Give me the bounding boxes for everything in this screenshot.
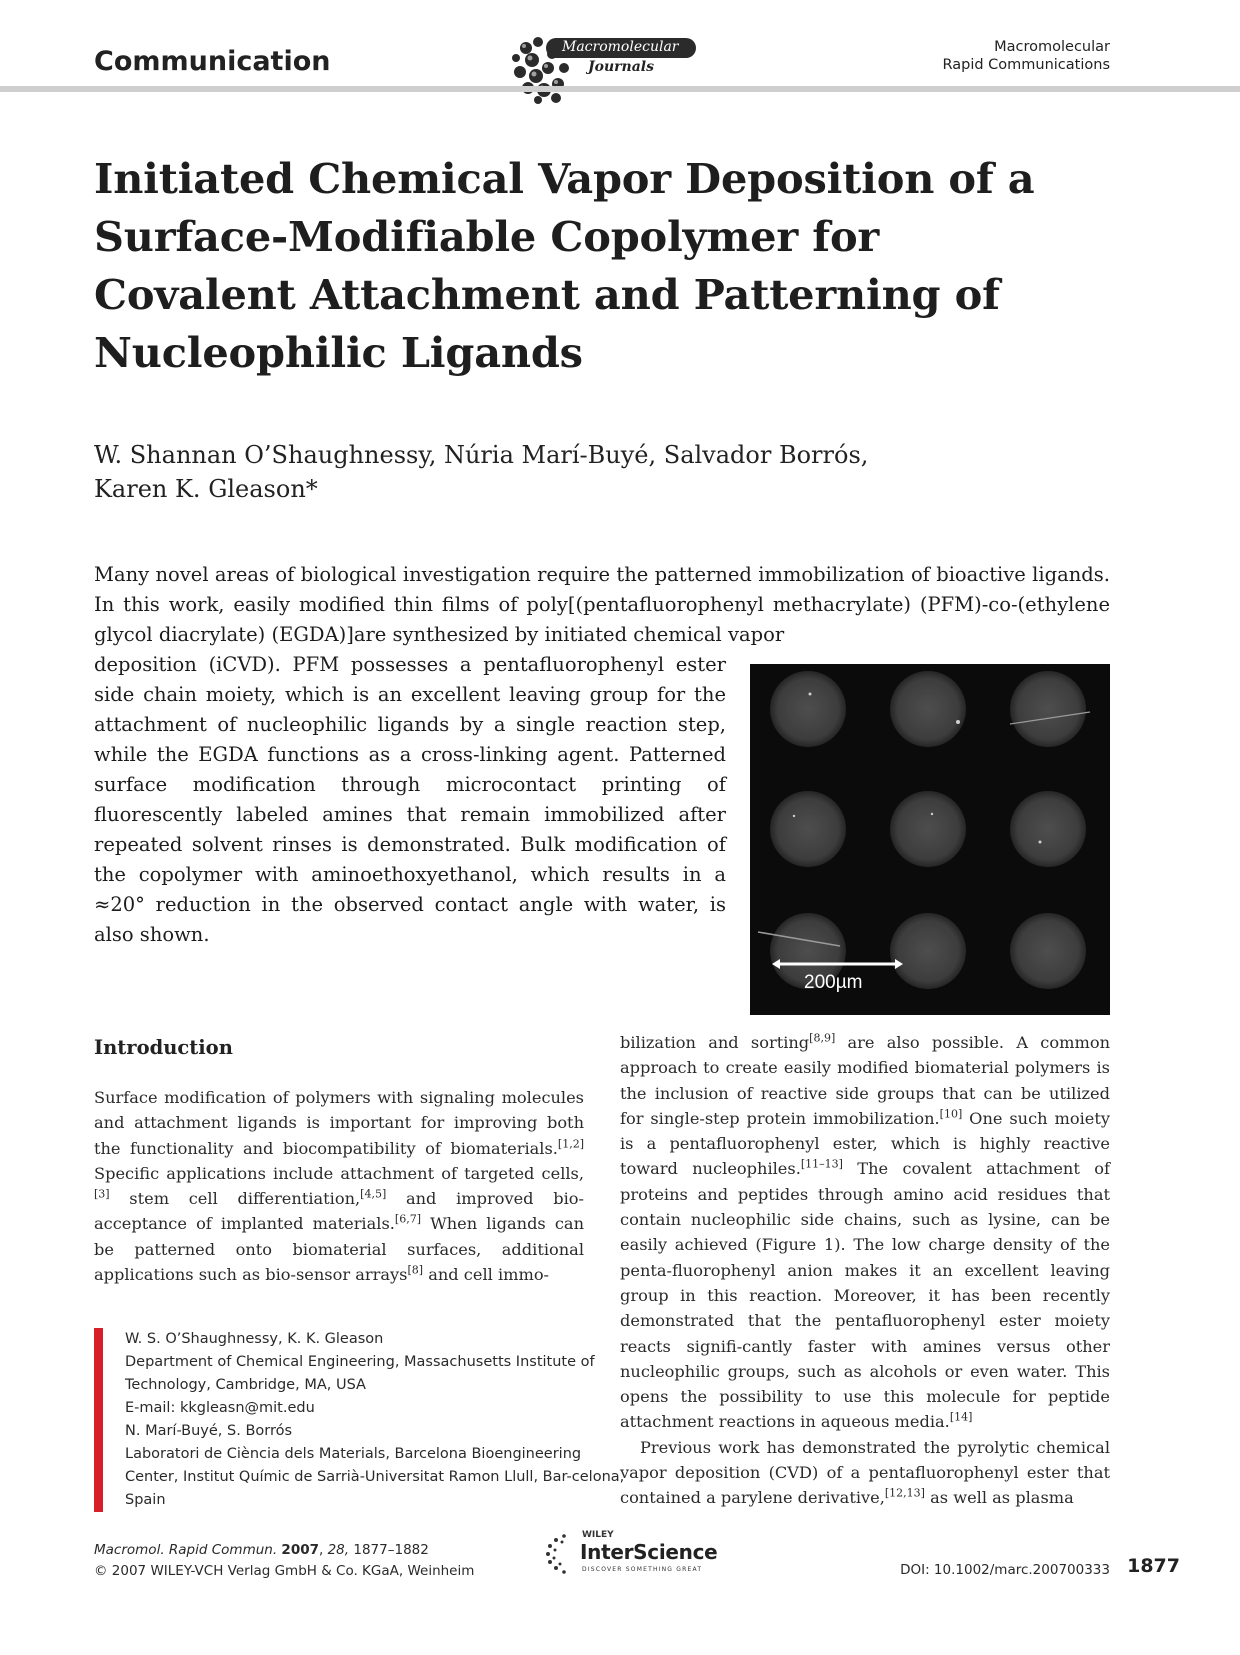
introduction-heading: Introduction: [94, 1036, 233, 1059]
authors-line2: Karen K. Gleason*: [94, 475, 318, 503]
interscience-brand: InterScience: [580, 1540, 718, 1564]
authors-line1: W. Shannan O’Shaughnessy, Núria Marí-Buyé, Salvador Borrós,: [94, 441, 869, 469]
logo-text-macromolecular: Macromolecular: [562, 39, 679, 55]
authors: [94, 438, 994, 506]
footer-citation: [94, 1540, 474, 1582]
header-rule: [0, 86, 1240, 92]
article-title: Initiated Chemical Vapor Deposition of a Surface-Modifiable Copolymer for Covalent Attachment and Patterning of Nucleophilic Ligands: [94, 154, 1035, 377]
section-label: Communication: [94, 46, 331, 77]
intro-paragraph-right-2: Previous work has demonstrated the pyrolytic chemical vapor deposition (CVD) of a pentafluorophenyl ester that contained a parylene derivative,[12,13] as well as plasma: [620, 1437, 1110, 1508]
affiliation-authors-2: N. Marí-Buyé, S. Borrós: [125, 1423, 293, 1439]
affiliations-box: [94, 1328, 625, 1512]
logo-text-journals: Journals: [588, 59, 654, 75]
footer-citation-line: Macromol. Rapid Commun. 2007, 28, 1877–1882: [94, 1542, 429, 1558]
left-column: [94, 1030, 584, 1287]
affiliation-email[interactable]: E-mail: kkgleasn@mit.edu: [125, 1400, 315, 1416]
journal-name-line1: Macromolecular: [994, 39, 1110, 55]
affiliation-authors-1: W. S. O’Shaughnessy, K. K. Gleason: [125, 1331, 384, 1347]
fluorescence-micrograph: [750, 664, 1110, 1015]
page-number: 1877: [1127, 1555, 1180, 1577]
footer-copyright: © 2007 WILEY-VCH Verlag GmbH & Co. KGaA, Weinheim: [94, 1563, 475, 1579]
footer-doi: DOI: 10.1002/marc.200700333: [900, 1562, 1110, 1578]
wiley-small-text: WILEY: [582, 1530, 614, 1540]
scale-bar-label: 200µm: [804, 972, 863, 993]
affiliation-institution-2: Laboratori de Ciència dels Materials, Barcelona Bioengineering Center, Institut Químic de Sarrià-Universitat Ramon Llull, Bar-celona, Spain: [125, 1446, 625, 1508]
right-column: [620, 1030, 1110, 1511]
macromolecular-journals-logo: [508, 28, 708, 108]
abstract-top: Many novel areas of biological investigation require the patterned immobilization of bioactive ligands. In this work, easily modified thin films of poly[(pentafluorophenyl methacrylate) (PFM)-co-(ethylene glycol diacrylate) (EGDA)]are synthesized by initiated chemical vapor: [94, 563, 1110, 646]
journal-name-line2: Rapid Communications: [942, 57, 1110, 73]
intro-paragraph-right-1: bilization and sorting[8,9] are also possible. A common approach to create easily modified biomaterial polymers is the inclusion of reactive side groups that can be utilized for single-step protein immobilization.[10] One such moiety is a pentafluorophenyl ester, which is highly reactive toward nucleophiles.[11–13] The covalent attachment of proteins and peptides through amino acid residues that contain nucleophilic side chains, such as lysine, can be easily achieved (Figure 1). The low charge density of the penta-fluorophenyl anion makes it an excellent leaving group in this reaction. Moreover, it has been recently demonstrated that the pentafluorophenyl ester moiety reacts signifi-cantly faster with amines versus other nucleophilic groups, such as alcohols or even water. This opens the possibility to use this molecule for peptide attachment reactions in aqueous media.[14]: [620, 1031, 1110, 1432]
intro-paragraph-left: Surface modification of polymers with signaling molecules and attachment ligands is important for improving both the functionality and biocompatibility of biomaterials.[1,2] Specific applications include attachment of targeted cells,[3] stem cell differentiation,[4,5] and improved bio-acceptance of implanted materials.[6,7] When ligands can be patterned onto biomaterial surfaces, additional applications such as bio-sensor arrays[8] and cell immo-: [94, 1088, 585, 1285]
abstract-left: deposition (iCVD). PFM possesses a pentafluorophenyl ester side chain moiety, which is an excellent leaving group for the attachment of nucleophilic ligands by a single reaction step, while the EGDA functions as a cross-linking agent. Patterned surface modification through microcontact printing of fluorescently labeled amines that remain immobilized after repeated solvent rinses is demonstrated. Bulk modification of the copolymer with aminoethoxyethanol, which results in a ≈20° reduction in the observed contact angle with water, is also shown.: [94, 653, 726, 946]
affiliation-institution-1: Department of Chemical Engineering, Massachusetts Institute of Technology, Cambridge, MA, USA: [125, 1354, 595, 1393]
journal-name: [942, 38, 1110, 74]
wiley-interscience-logo: [542, 1530, 732, 1580]
wiley-tagline: DISCOVER SOMETHING GREAT: [582, 1566, 703, 1573]
